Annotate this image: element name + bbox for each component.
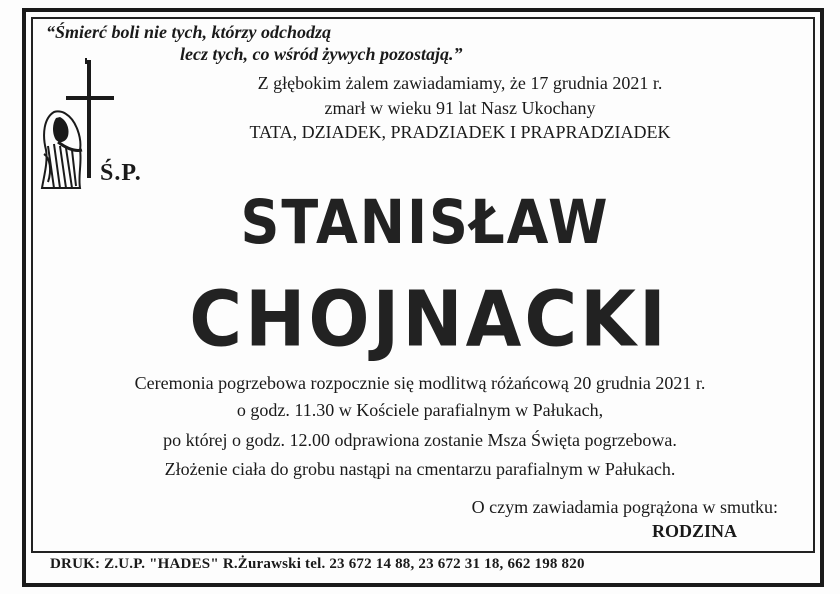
intro-line-3: TATA, DZIADEK, PRADZIADEK I PRAPRADZIADEK <box>249 122 671 142</box>
deceased-last-name: CHOJNACKI <box>189 274 669 364</box>
printer-footer: DRUK: Z.U.P. "HADES" R.Żurawski tel. 23 672 14 88, 23 672 31 18, 662 198 820 <box>50 556 585 572</box>
sp-abbreviation: Ś.P. <box>100 160 142 186</box>
quote-line-2: lecz tych, co wśród żywych pozostają.” <box>180 44 463 64</box>
signoff-intro: O czym zawiadamia pogrążona w smutku: <box>471 497 778 517</box>
ceremony-line-3: po której o godz. 12.00 odprawiona zostanie Msza Święta pogrzebowa. <box>163 430 677 450</box>
signature: RODZINA <box>652 521 738 541</box>
intro-line-2: zmarł w wieku 91 lat Nasz Ukochany <box>324 98 596 118</box>
ceremony-line-1: Ceremonia pogrzebowa rozpocznie się modlitwą różańcową 20 grudnia 2021 r. <box>134 373 706 393</box>
ceremony-line-2: o godz. 11.30 w Kościele parafialnym w Pałukach, <box>236 400 604 420</box>
quote-line-1: “Śmierć boli nie tych, którzy odchodzą <box>46 22 331 42</box>
intro-line-1: Z głębokim żalem zawiadamiamy, że 17 grudnia 2021 r. <box>257 73 663 93</box>
deceased-first-name: STANISŁAW <box>240 187 610 258</box>
ceremony-line-4: Złożenie ciała do grobu nastąpi na cmentarzu parafialnym w Pałukach. <box>164 459 676 479</box>
